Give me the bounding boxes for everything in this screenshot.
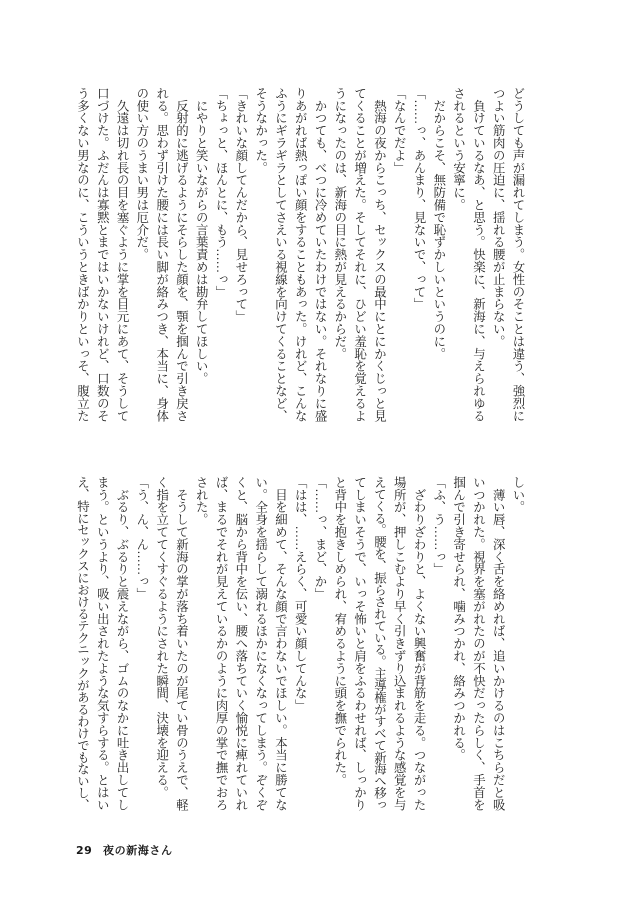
dialogue-column: 「きれいな顔してんだから、見せろって」 bbox=[233, 87, 248, 323]
page-number: 29 bbox=[76, 843, 93, 857]
text-column: つよい筋肉の圧迫に、揺れる腰が止まらない。 bbox=[491, 87, 506, 348]
text-column: ば、まるでそれが見えているかのように肉厚の掌で撫でおろ bbox=[214, 476, 229, 811]
text-column: かつても、べつに冷めていたわけではない。それなりに盛 bbox=[313, 87, 328, 422]
text-column: てくることが増えた。そしてそれに、ひどい羞恥を覚えるよ bbox=[352, 87, 367, 422]
text-column: れる。思わず引けた腰には長い脚が絡みつき、本当に、身体 bbox=[154, 87, 169, 422]
text-column: まう。というより、吸い出されたような気すらする。とはい bbox=[95, 476, 110, 811]
text-column: そうして新海の掌が落ち着いたのが尾てい骨のうえで、軽 bbox=[174, 476, 189, 811]
text-column: の使い方のうまい男は厄介だ。 bbox=[134, 87, 149, 261]
text-column: 掴んで引き寄せられ、噛みつかれ、絡みつかれる。 bbox=[451, 476, 466, 762]
running-title: 夜の新海さん bbox=[103, 844, 173, 857]
text-column: 反射的に逃げるようにそらした顔を、顎を掴んで引き戻さ bbox=[174, 87, 189, 422]
text-column: うになったのは、新海の目に熱が見えるからだ。 bbox=[332, 87, 347, 360]
text-column: い。全身を揺らして溺れるほかになくなってしまう。ぞくぞ bbox=[253, 476, 268, 811]
text-column: された。 bbox=[194, 476, 209, 526]
text-column: 久遠は切れ長の目を塞ぐように掌を目元にあて、そうして bbox=[115, 87, 130, 422]
text-column: りあがれば熱っぽい顔をすることもあった。けれど、こんな bbox=[293, 87, 308, 422]
dialogue-column: 「ちょっと、ほんとに、もう……っ」 bbox=[214, 87, 229, 298]
text-column: にやりと笑いながらの言葉責めは勘弁してほしい。 bbox=[194, 87, 209, 385]
dialogue-column: 「なんでだよ」 bbox=[392, 87, 407, 174]
dialogue-column: 「ふ、う……っ」 bbox=[431, 476, 446, 576]
text-column: ふうにギラギラとしてさえいる視線を向けてくることなど、 bbox=[273, 87, 288, 422]
text-column: だからこそ、無防備で恥ずかしいというのに。 bbox=[431, 87, 446, 360]
text-column: 目を細めて、そんな顔で言わないでほしい。本当に勝てな bbox=[273, 476, 288, 811]
dialogue-column: 「……っ、まど、か」 bbox=[313, 476, 328, 600]
text-column: く指を立ててくすぐるようにされた瞬間、決壊を迎える。 bbox=[154, 476, 169, 799]
text-column: え、特にセックスにおけるテクニックがあるわけでもないし、 bbox=[75, 476, 90, 811]
text-column: 場所が、押しこむより早く引きずり込まれるような感覚を与 bbox=[392, 476, 407, 811]
text-column: どうしても声が漏れてしまう。女性のそことは違う、強烈に bbox=[511, 87, 525, 422]
text-column: そうなかった。 bbox=[253, 87, 268, 174]
dialogue-column: 「う、ん、ん……っ」 bbox=[134, 476, 149, 600]
text-column: 口づけた。ふだんは寡黙とまではいかないけれど、口数のそ bbox=[95, 87, 110, 422]
text-column: くと、脳から背中を伝い、腰へ落ちていく愉悦に痺れていれ bbox=[233, 476, 248, 811]
text-column: しい。 bbox=[511, 476, 525, 514]
text-column: されるという安寧に。 bbox=[451, 87, 466, 211]
text-column: ざわりざわりと、よくない興奮が背筋を走る。つながった bbox=[412, 476, 427, 811]
text-column: 薄い唇、深く舌を絡めれば、追いかけるのはこちらだと吸 bbox=[491, 476, 506, 811]
text-column: う多くない男なのに、こういうときばかりといっそ、腹立た bbox=[75, 87, 90, 422]
text-column: 負けているなあ、と思う。快楽に、新海に、与えられゆる bbox=[471, 87, 486, 422]
text-block-lower bbox=[72, 476, 527, 812]
text-column: てしまいそうで、いっそ怖いと肩をふるわせれば、しっかり bbox=[352, 476, 367, 811]
dialogue-column: 「はは、……えらく、可愛い顔してんな」 bbox=[293, 476, 308, 712]
page-footer bbox=[76, 842, 173, 858]
text-block-upper bbox=[72, 87, 527, 423]
text-column: えてくる。腰を、振らされている。主導権がすべて新海へ移っ bbox=[372, 476, 387, 811]
text-column: ぶるり、ぶるりと震えながら、ゴムのなかに吐き出してし bbox=[115, 476, 130, 811]
text-column: と背中を抱きしめられ、宥めるように頭を撫でられた。 bbox=[332, 476, 347, 786]
text-column: 熱海の夜からこっち、セックスの最中にとにかくじっと見 bbox=[372, 87, 387, 422]
dialogue-column: 「……っ、あんまり、見ないで、って」 bbox=[412, 87, 427, 311]
text-column: いつかれた。視界を塞がれたのが不快だったらしく、手首を bbox=[471, 476, 486, 811]
